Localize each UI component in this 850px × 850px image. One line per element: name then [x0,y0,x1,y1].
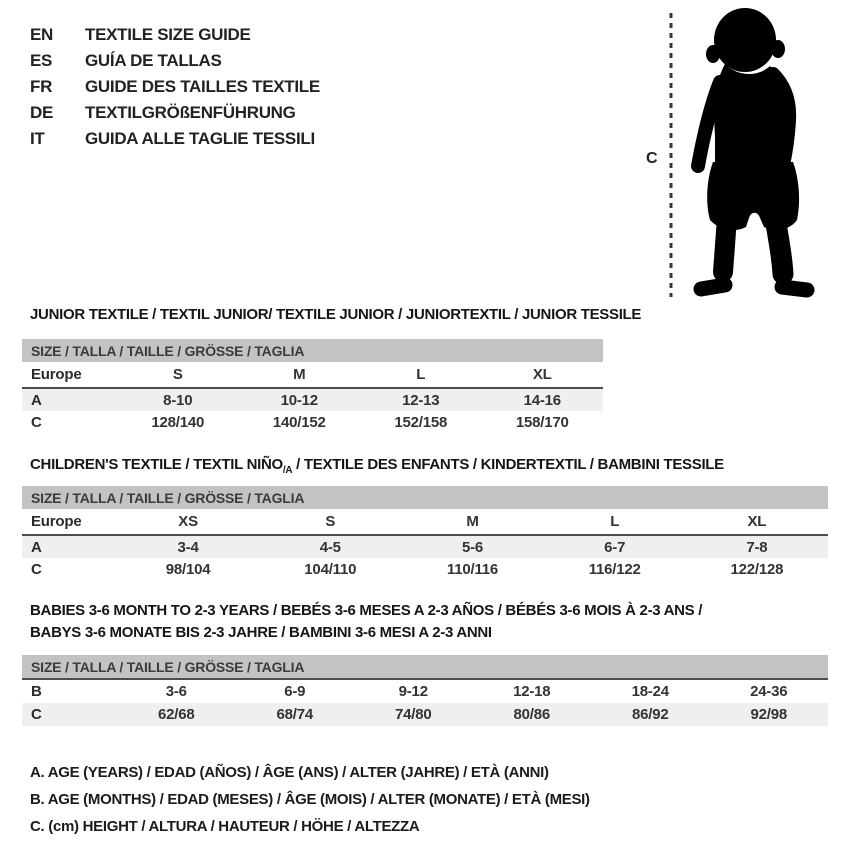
lang-label: GUIDE DES TAILLES TEXTILE [85,77,320,96]
cell: XS [178,513,198,530]
language-list [30,22,320,152]
table-row-height [22,558,828,581]
babies-size-table [22,655,828,726]
title-part: / TEXTILE DES ENFANTS / KINDERTEXTIL / BAMBINI TESSILE [292,456,724,473]
row-label: A [31,391,42,409]
cell: 6-9 [284,683,306,700]
row-label: A [31,538,42,556]
cell: 104/110 [304,561,357,578]
title-subscript: /A [282,465,293,476]
cell: 14-16 [523,391,561,409]
title-part: CHILDREN'S TEXTILE / TEXTIL NIÑO [30,456,283,473]
cell: 122/128 [730,561,784,578]
table-row-age [22,389,603,411]
cell: 7-8 [746,538,768,556]
row-label: C [31,561,42,578]
legend-age-years: A. AGE (YEARS) / EDAD (AÑOS) / ÂGE (ANS) / ALTER (JAHRE) / ETÀ (ANNI) [30,764,549,781]
cell: 3-6 [165,683,187,700]
cell: 128/140 [151,414,205,431]
cell: 158/170 [515,414,569,431]
size-header-bar: SIZE / TALLA / TAILLE / GRÖSSE / TAGLIA [22,486,828,509]
table-row-height [22,411,603,434]
toddler-silhouette-icon [685,6,830,300]
cell: 92/98 [750,706,788,723]
table-row-months [22,680,828,703]
row-label: C [31,706,42,723]
height-measure-line [668,13,674,297]
measure-legend [30,759,590,840]
size-header-bar: SIZE / TALLA / TAILLE / GRÖSSE / TAGLIA [22,655,828,678]
cell: 86/92 [631,706,669,723]
table-row-europe [22,509,828,534]
cell: M [466,513,479,530]
lang-label: GUÍA DE TALLAS [85,51,222,70]
legend-age-months: B. AGE (MONTHS) / EDAD (MESES) / ÂGE (MOIS) / ALTER (MONATE) / ETÀ (MESI) [30,791,590,808]
lang-row-it [30,126,320,152]
cell: 4-5 [319,538,341,556]
cell: 62/68 [157,706,195,723]
section-title-babies [30,600,702,644]
height-measure-label: C [646,150,658,167]
lang-label: GUIDA ALLE TAGLIE TESSILI [85,129,315,148]
table-row-europe [22,362,603,387]
cell: XL [532,366,552,383]
cell: 18-24 [631,683,669,700]
size-header-bar: SIZE / TALLA / TAILLE / GRÖSSE / TAGLIA [22,339,603,362]
lang-code: IT [30,129,45,148]
junior-size-table [22,339,603,434]
row-label: Europe [31,366,82,383]
row-label: B [31,683,42,700]
section-title-children [30,456,724,476]
lang-row-fr [30,74,320,100]
cell: 8-10 [163,391,193,409]
cell: 80/86 [513,706,551,723]
row-label: Europe [31,513,82,530]
row-label: C [31,414,42,431]
section-title-junior: JUNIOR TEXTILE / TEXTIL JUNIOR/ TEXTILE JUNIOR / JUNIORTEXTIL / JUNIOR TESSILE [30,306,642,323]
cell: 140/152 [272,414,326,431]
cell: 116/122 [588,561,641,578]
table-row-age [22,536,828,558]
lang-code: DE [30,103,54,122]
cell: 110/116 [446,561,499,578]
lang-code: FR [30,77,53,96]
cell: 68/74 [276,706,314,723]
lang-label: TEXTILGRÖßENFÜHRUNG [85,103,296,122]
title-line-2: BABYS 3-6 MONATE BIS 2-3 JAHRE / BAMBINI 3-6 MESI A 2-3 ANNI [30,624,492,641]
cell: S [325,513,336,530]
cell: 9-12 [398,683,428,700]
cell: 12-13 [402,391,440,409]
cell: XL [747,513,767,530]
cell: 24-36 [750,683,788,700]
children-size-table [22,486,828,581]
cell: 74/80 [394,706,432,723]
cell: 12-18 [513,683,551,700]
cell: 152/158 [394,414,448,431]
cell: 6-7 [604,538,626,556]
lang-code: ES [30,51,53,70]
lang-label: TEXTILE SIZE GUIDE [85,25,251,44]
cell: M [293,366,306,383]
cell: 10-12 [280,391,318,409]
cell: 98/104 [165,561,211,578]
cell: 3-4 [177,538,199,556]
cell: S [172,366,183,383]
lang-code: EN [30,25,54,44]
lang-row-en [30,22,320,48]
cell: L [416,366,426,383]
legend-height-cm: C. (cm) HEIGHT / ALTURA / HAUTEUR / HÖHE / ALTEZZA [30,818,420,835]
cell: 5-6 [461,538,484,556]
lang-row-de [30,100,320,126]
table-row-height [22,703,828,726]
cell: L [610,513,620,530]
lang-row-es [30,48,320,74]
title-line-1: BABIES 3-6 MONTH TO 2-3 YEARS / BEBÉS 3-6 MESES A 2-3 AÑOS / BÉBÉS 3-6 MOIS À 2-3 ANS / [30,602,703,619]
